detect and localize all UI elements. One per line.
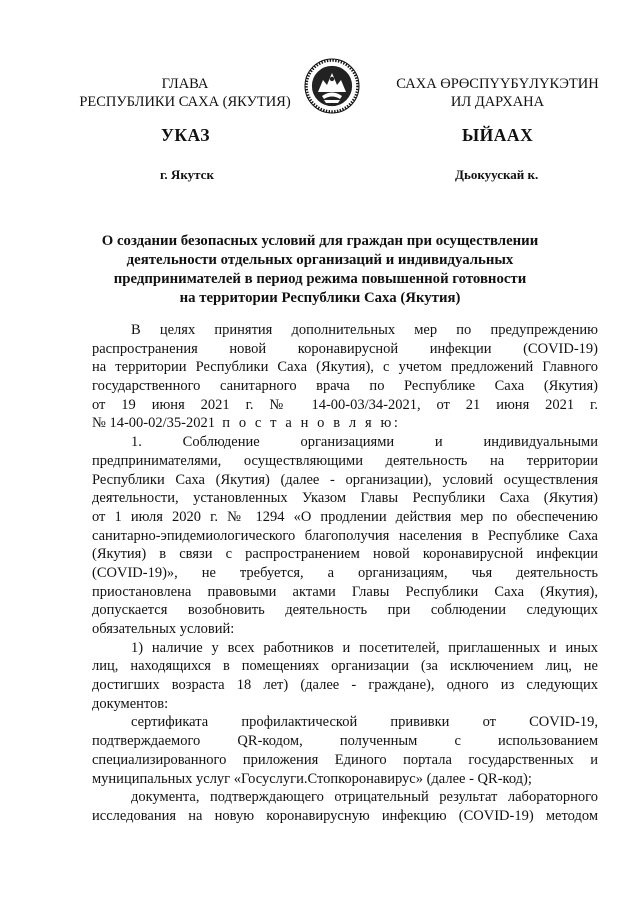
body-line: приостановлена правовыми актами Главы Республики Саха (Якутия),: [92, 583, 598, 600]
body-line: Республики Саха (Якутия) (далее - организации), условий осуществления: [92, 471, 598, 488]
body-line: от 1 июля 2020 г. № 1294 «О продлении действия мер по обеспечению: [92, 508, 598, 525]
issuer-sah-line-2: ИЛ ДАРХАНА: [450, 94, 545, 110]
body-line: сертификата профилактической прививки от COVID-19,: [131, 714, 598, 731]
body-line: муниципальных услуг «Госуслуги.Стопкоронавирус» (далее - QR-код);: [92, 770, 532, 787]
body-line: документов:: [92, 695, 169, 712]
body-line: (Якутия) в связи с распространением новой коронавирусной инфекции: [92, 546, 598, 563]
body-line: предпринимателями, осуществляющими деятельность на территории: [92, 452, 598, 469]
place-sah: Дьокуускай к.: [455, 167, 539, 182]
body-line: государственного санитарного врача по Республике Саха (Якутия): [92, 378, 598, 395]
decree-word: п о с т а н о в л я ю:: [222, 415, 401, 432]
coat-of-arms-emblem: [304, 58, 360, 114]
body-line: распространения новой коронавирусной инфекции (COVID-19): [92, 340, 598, 357]
body-line: деятельности, установленных Указом Главы Республики Саха (Якутия): [92, 490, 598, 507]
body-line: лиц, находящихся в помещениях организации (за исключением лиц, не: [92, 658, 598, 675]
issuer-sah: [375, 75, 620, 111]
body-line: исследования на новую коронавирусную инфекцию (COVID-19) методом: [92, 807, 598, 824]
body-line: [92, 414, 598, 433]
body-line: (COVID-19)», не требуется, а организациям, чья деятельность: [92, 564, 598, 581]
document-title-line: О создании безопасных условий для граждан при осуществлении: [101, 233, 539, 249]
body-line: от 19 июня 2021 г. № 14-00-03/34-2021, от 21 июня 2021 г.: [92, 396, 598, 413]
body-line: санитарно-эпидемиологического благополучия населения в Республике Саха: [92, 527, 598, 544]
decision-number: № 14-00-02/35-2021: [92, 415, 215, 432]
body-line: допускается возобновить деятельность при соблюдении следующих: [92, 602, 598, 619]
document-title: [80, 232, 560, 308]
body-line: 1) наличие у всех работников и посетителей, приглашенных и иных: [131, 639, 598, 656]
issuer-ru: [60, 75, 310, 111]
place-ru: г. Якутск: [160, 167, 214, 182]
decree-body: [92, 321, 598, 826]
issuer-ru-line-1: ГЛАВА: [161, 76, 209, 92]
body-line: специализированного приложения Единого портала государственных и: [92, 751, 598, 768]
issuer-sah-line-1: САХА ӨРӨСПҮҮБҮЛҮКЭТИН: [396, 76, 599, 92]
body-line: документа, подтверждающего отрицательный результат лабораторного: [131, 789, 598, 806]
issuer-ru-line-2: РЕСПУБЛИКИ САХА (ЯКУТИЯ): [79, 94, 291, 110]
body-line: обязательных условий:: [92, 621, 235, 637]
body-line: достигших возраста 18 лет) (далее - граждане), одного из следующих: [92, 677, 598, 694]
body-line: В целях принятия дополнительных мер по предупреждению: [131, 322, 598, 338]
body-line: 1. Соблюдение организациями и индивидуальными: [131, 434, 598, 451]
document-title-line: на территории Республики Саха (Якутия): [179, 290, 461, 306]
document-title-line: предпринимателей в период режима повышенной готовности: [113, 271, 527, 287]
decree-title-ru: УКАЗ: [161, 125, 210, 145]
body-line: на территории Республики Саха (Якутия), с учетом предложений Главного: [92, 359, 598, 376]
decree-title-sah: ЫЙААХ: [462, 125, 534, 145]
body-line: подтверждаемого QR-кодом, полученным с использованием: [92, 733, 598, 750]
document-title-line: деятельности отдельных организаций и индивидуальных: [126, 252, 514, 268]
